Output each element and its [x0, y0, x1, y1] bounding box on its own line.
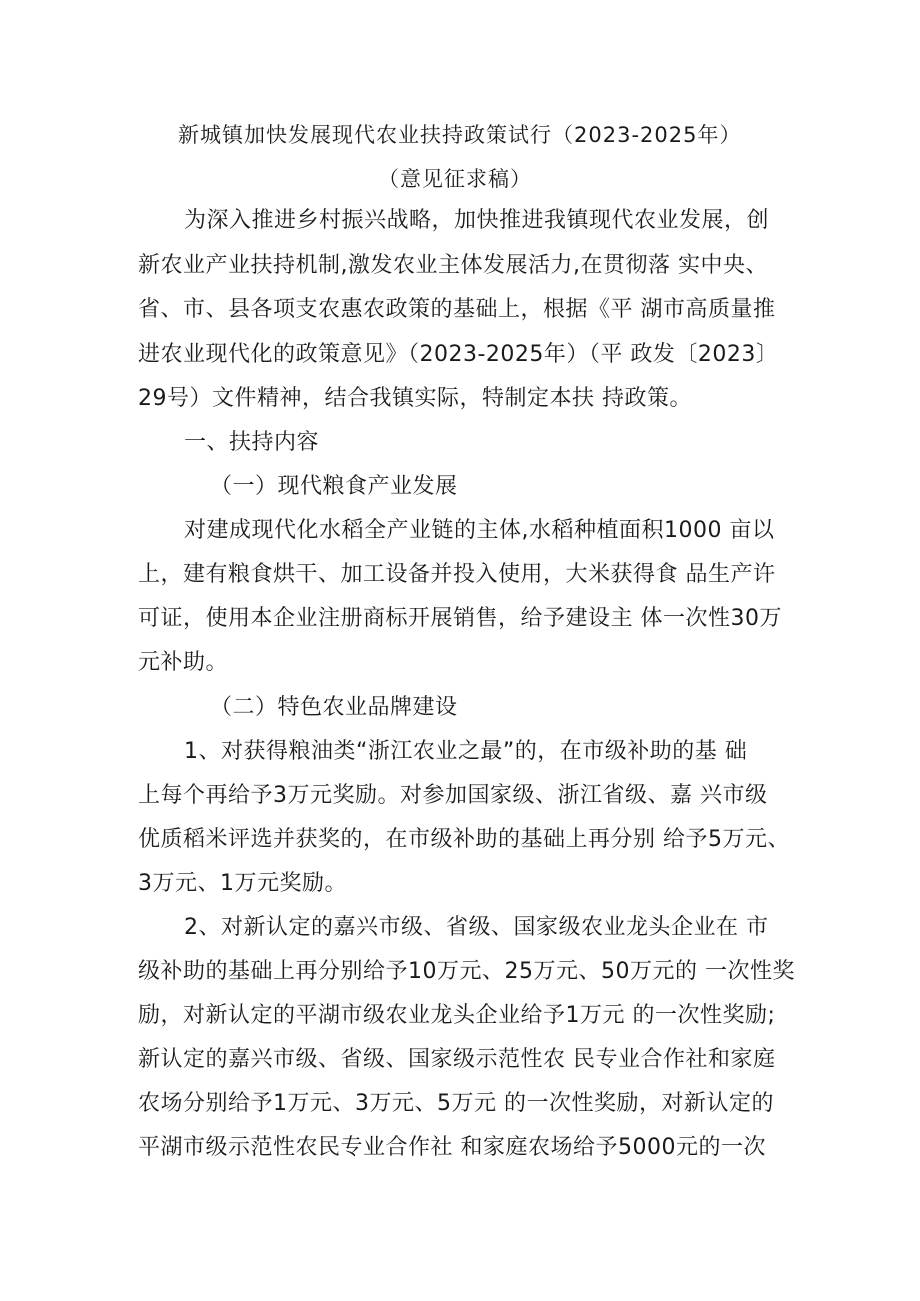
- body-line: 农场分别给予1万元、3万元、5万元 的一次性奖励，对新认定的: [138, 1091, 774, 1116]
- body-line: 级补助的基础上再分别给予10万元、25万元、50万元的 一次性奖: [138, 959, 795, 984]
- body-line: 上，建有粮食烘干、加工设备并投入使用，大米获得食 品生产许: [138, 562, 776, 587]
- body-line: 1、对获得粮油类“浙江农业之最”的，在市级补助的基 础: [184, 739, 748, 764]
- body-line: 励，对新认定的平湖市级农业龙头企业给予1万元 的一次性奖励;: [138, 1003, 776, 1028]
- body-line: 新认定的嘉兴市级、省级、国家级示范性农 民专业合作社和家庭: [138, 1047, 776, 1072]
- intro-line: 进农业现代化的政策意见》（2023-2025年）（平 政发〔2023〕: [138, 342, 779, 367]
- section-heading: 一、扶持内容: [184, 430, 320, 455]
- document-title: 新城镇加快发展现代农业扶持政策试行（2023-2025年）: [178, 123, 742, 147]
- intro-line: 29号）文件精神，结合我镇实际，特制定本扶 持政策。: [138, 386, 692, 411]
- intro-line: 省、市、县各项支农惠农政策的基础上，根据《平 湖市高质量推: [138, 297, 776, 322]
- body-line: 上每个再给予3万元奖励。对参加国家级、浙江省级、嘉 兴市级: [138, 783, 768, 808]
- body-line: 可证，使用本企业注册商标开展销售，给予建设主 体一次性30万: [138, 606, 782, 631]
- subsection-heading: （一）现代粮食产业发展: [210, 474, 458, 499]
- body-line: 优质稻米评选并获奖的，在市级补助的基础上再分别 给予5万元、: [138, 827, 790, 852]
- body-line: 对建成现代化水稻全产业链的主体,水稻种植面积1000 亩以: [184, 518, 775, 543]
- body-line: 平湖市级示范性农民专业合作社 和家庭农场给予5000元的一次: [138, 1135, 766, 1160]
- document-subtitle: （意见征求稿）: [378, 167, 532, 191]
- subsection-heading: （二）特色农业品牌建设: [210, 695, 458, 720]
- intro-line: 新农业产业扶持机制,激发农业主体发展活力,在贯彻落 实中央、: [138, 253, 768, 278]
- intro-line: 为深入推进乡村振兴战略，加快推进我镇现代农业发展，创: [184, 208, 770, 233]
- body-line: 元补助。: [138, 650, 229, 675]
- body-line: 2、对新认定的嘉兴市级、省级、国家级农业龙头企业在 市: [184, 915, 769, 940]
- body-line: 3万元、1万元奖励。: [138, 871, 347, 896]
